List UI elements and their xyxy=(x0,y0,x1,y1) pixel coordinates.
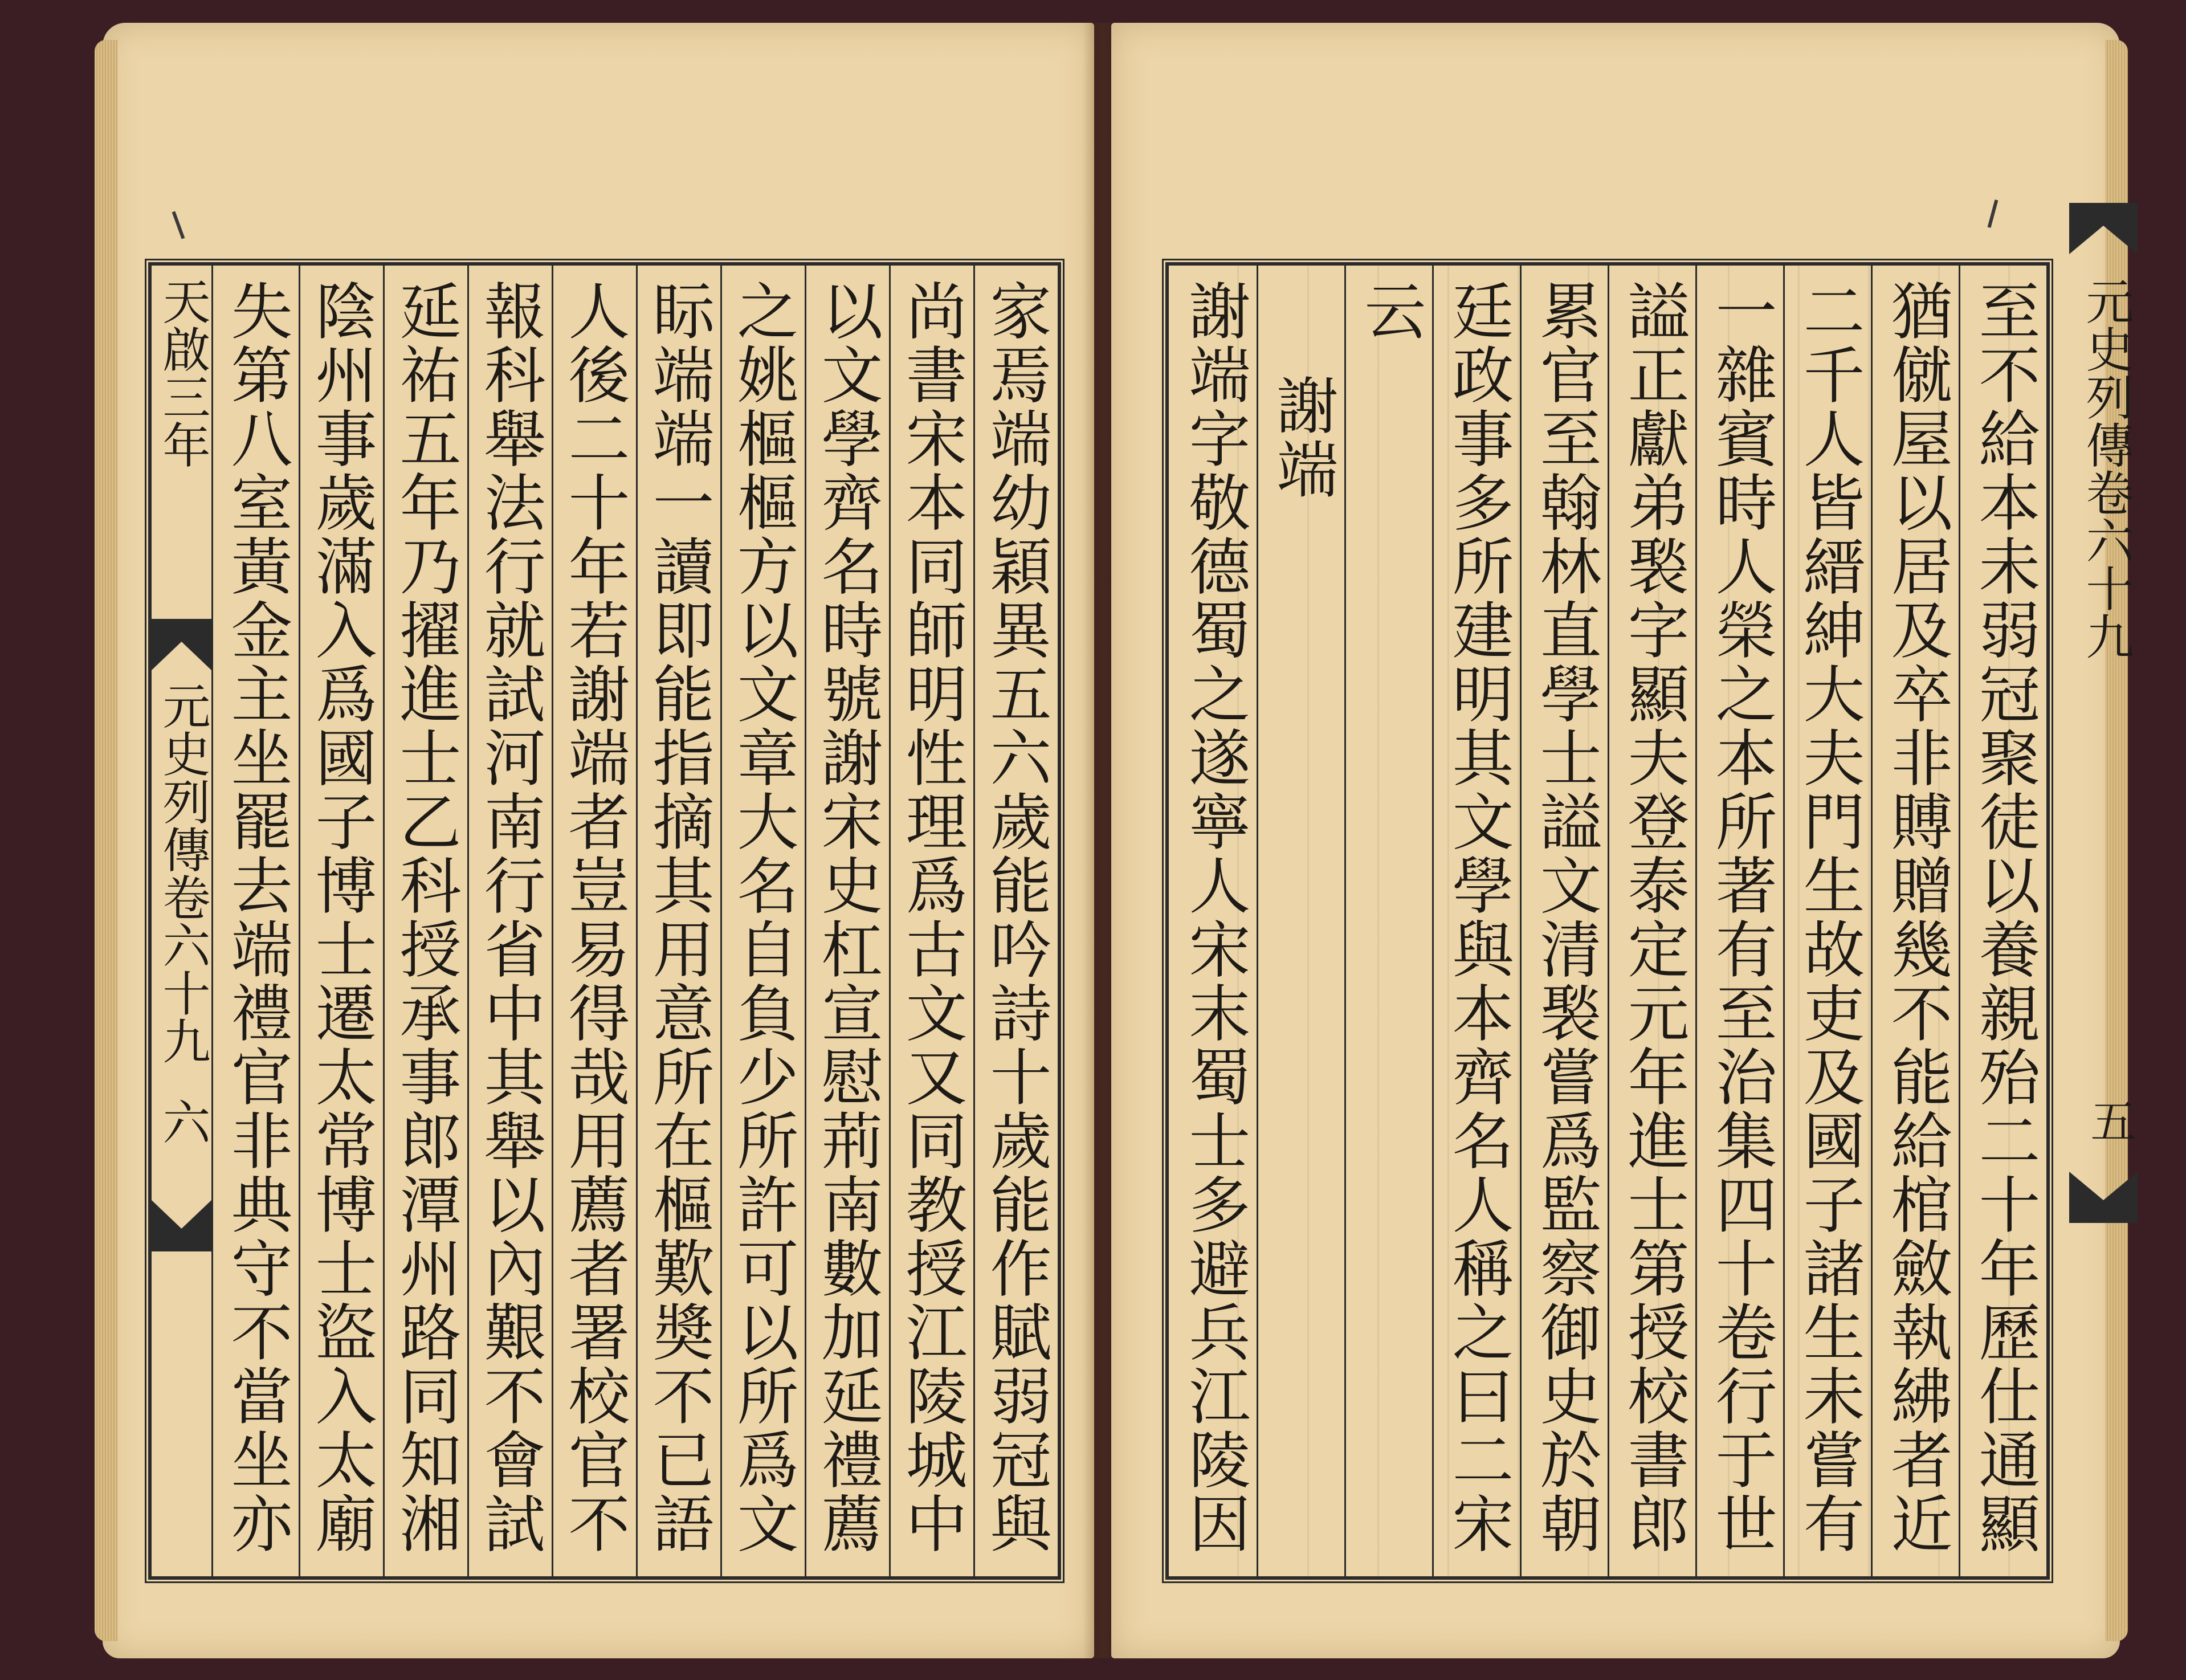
text-column: 至不給本未弱冠聚徒以養親殆二十年歷仕通顯 xyxy=(1959,266,2046,1576)
text-column: 之姚樞樞方以文章大名自負少所許可以所爲文 xyxy=(720,266,805,1576)
left-text-frame xyxy=(148,262,1061,1580)
section-heading: 謝端 xyxy=(1257,266,1344,1576)
text-column: 云 xyxy=(1344,266,1432,1576)
fish-tail-mark-icon xyxy=(152,1200,211,1251)
ink-mark xyxy=(1988,199,1999,228)
text-column: 累官至翰林直學士謚文清褧嘗爲監察御史於朝 xyxy=(1520,266,1608,1576)
fish-tail-mark-icon xyxy=(2069,1172,2138,1223)
left-columns xyxy=(213,266,1058,1576)
fish-tail-mark-icon xyxy=(152,619,211,670)
open-book xyxy=(103,23,2136,1658)
text-column: 人後二十年若謝端者豈易得哉用薦者署校官不 xyxy=(552,266,636,1576)
fold-strip-title: 元史列傳卷六十九 xyxy=(155,682,211,1065)
text-column: 眎端端一讀即能指摘其用意所在樞歎奬不已語 xyxy=(636,266,720,1576)
text-column: 廷政事多所建明其文學與本齊名人稱之曰二宋 xyxy=(1432,266,1520,1576)
fish-tail-mark-icon xyxy=(2069,203,2138,254)
page-edges-left xyxy=(95,40,117,1641)
text-column: 謚正獻弟褧字顯夫登泰定元年進士第授校書郎 xyxy=(1608,266,1695,1576)
fold-strip xyxy=(152,266,213,1576)
text-column: 延祐五年乃擢進士乙科授承事郎潭州路同知湘 xyxy=(383,266,467,1576)
leaf-number: 六 xyxy=(155,1098,211,1145)
text-column: 猶僦屋以居及卒非賻贈幾不能給棺斂執紼者近 xyxy=(1871,266,1959,1576)
left-page xyxy=(103,23,1094,1658)
text-column: 一雜賓時人榮之本所著有至治集四十卷行于世 xyxy=(1695,266,1783,1576)
text-column: 以文學齊名時號謝宋史杠宣慰荊南數加延禮薦 xyxy=(805,266,889,1576)
fold-strip-top-label: 天啟三年 xyxy=(155,277,211,468)
right-columns xyxy=(1169,266,2046,1576)
right-page xyxy=(1111,23,2136,1658)
text-column: 謝端字敬德蜀之遂寧人宋末蜀士多避兵江陵因 xyxy=(1178,279,1250,1556)
text-column: 二千人皆縉紳大夫門生故吏及國子諸生未嘗有 xyxy=(1783,266,1871,1576)
text-column: 家焉端幼穎異五六歲能吟詩十歲能作賦弱冠與 xyxy=(973,266,1058,1576)
ink-mark xyxy=(172,211,185,239)
outer-margin-strip xyxy=(2069,266,2138,1576)
text-column: 失第八室黃金主坐罷去端禮官非典守不當坐亦 xyxy=(221,279,292,1556)
text-column: 陰州事歲滿入爲國子博士遷太常博士盜入太廟 xyxy=(299,266,383,1576)
text-column: 尚書宋本同師明性理爲古文又同教授江陵城中 xyxy=(889,266,973,1576)
right-text-frame xyxy=(1165,262,2136,1580)
text-column: 報科舉法行就試河南行省中其舉以內艱不會試 xyxy=(467,266,552,1576)
leaf-number: 五 xyxy=(2083,1098,2136,1143)
margin-title: 元史列傳卷六十九 xyxy=(2078,277,2134,660)
